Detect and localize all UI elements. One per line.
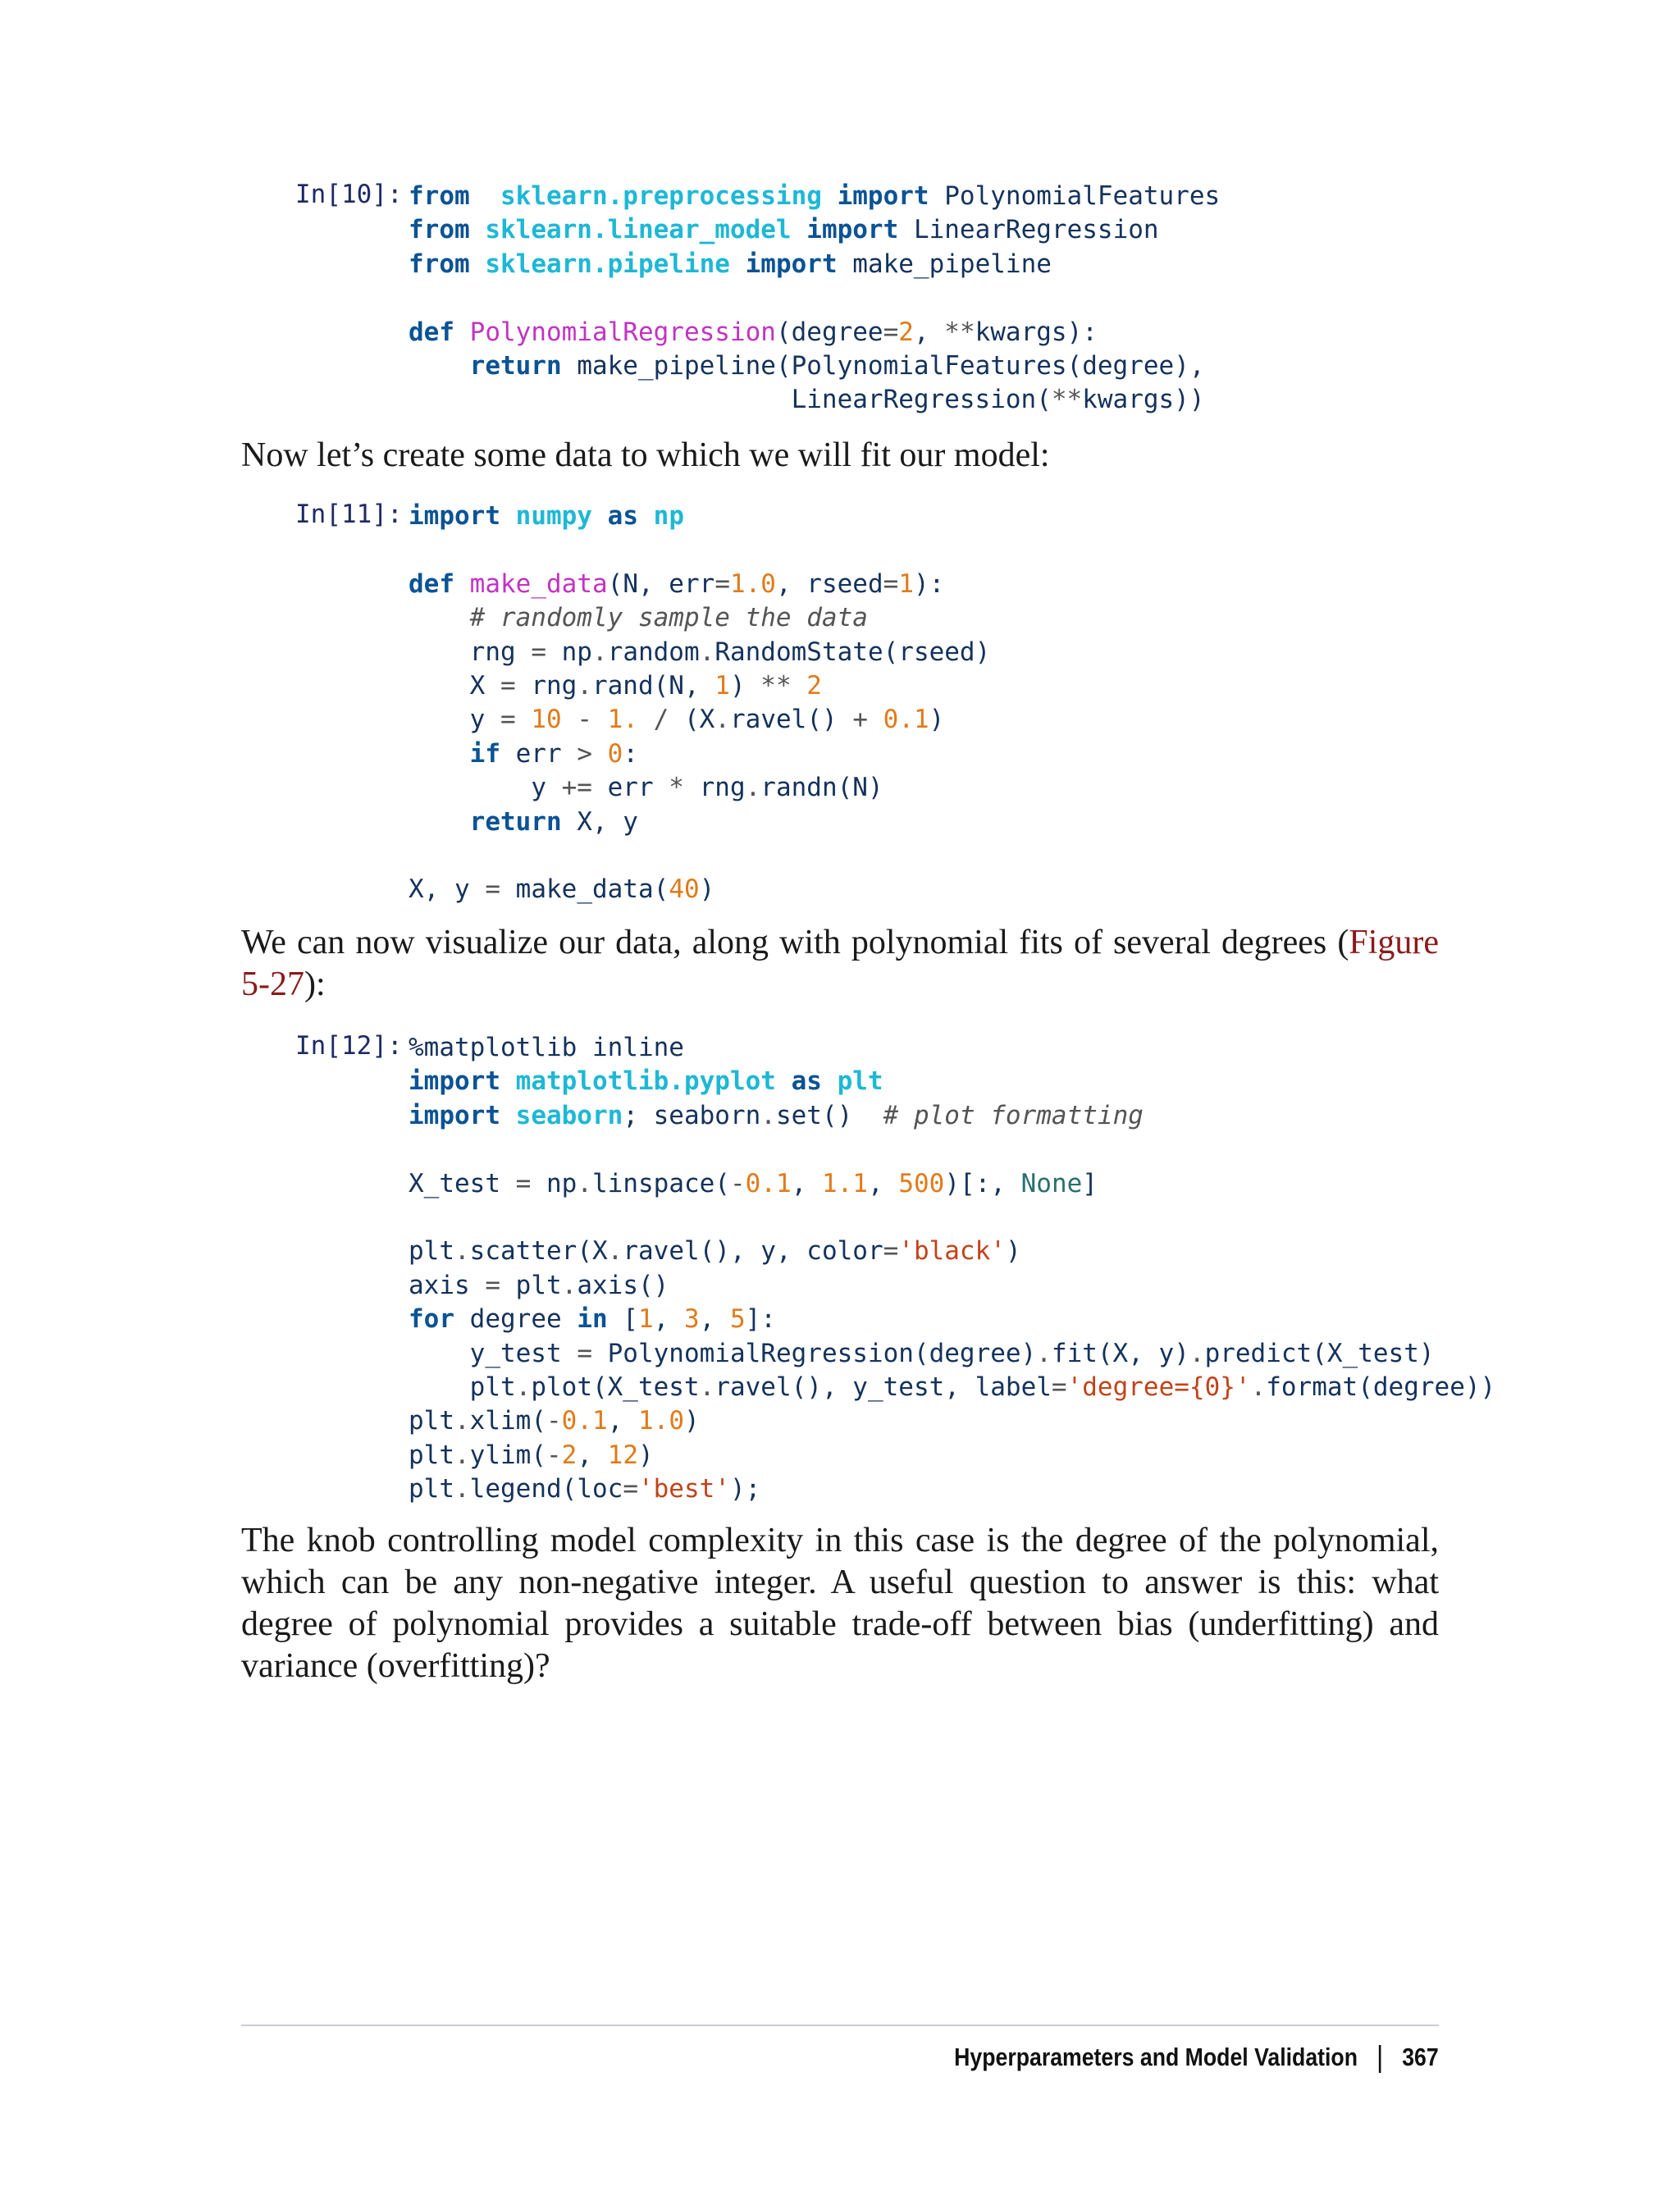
code-line	[409, 737, 990, 771]
code-token: import	[409, 1066, 500, 1097]
code-token: ravel(), y, color	[623, 1236, 883, 1267]
code-token: ylim(	[469, 1440, 546, 1470]
page-footer	[954, 2033, 1439, 2082]
code-token: PolynomialFeatures	[944, 181, 1221, 211]
code-token: 12	[607, 1440, 638, 1470]
code-line	[409, 1235, 1495, 1268]
code-token: 2	[561, 1440, 578, 1470]
code-token	[592, 739, 608, 769]
code-token: seaborn	[515, 1100, 623, 1130]
code-token: np	[546, 637, 592, 667]
code-token	[409, 1339, 470, 1368]
code-token: )	[929, 705, 945, 735]
code-token: xlim(	[469, 1406, 546, 1436]
code-token: .	[591, 637, 608, 667]
code-token	[500, 1101, 516, 1130]
code-token: LinearRegression	[913, 215, 1159, 245]
code-token: LinearRegression(	[791, 385, 1052, 415]
code-token	[409, 739, 470, 769]
code-token: ; seaborn	[623, 1100, 761, 1130]
code-token: ravel()	[730, 705, 853, 735]
code-token: =	[485, 874, 500, 905]
code-token: , rseed	[775, 568, 883, 599]
code-token: (X	[669, 705, 715, 735]
code-token: PolynomialRegression	[469, 317, 776, 347]
code-token: 0.1	[883, 705, 929, 735]
code-block	[409, 180, 1220, 418]
code-token	[730, 249, 746, 279]
code-token: None	[1020, 1168, 1083, 1198]
code-token: =	[883, 568, 899, 599]
code-token: )	[638, 1440, 654, 1470]
code-token: 1.1	[821, 1168, 868, 1198]
code-token: )	[699, 874, 715, 905]
code-token	[562, 351, 578, 381]
code-line	[409, 500, 990, 533]
code-line	[409, 281, 1220, 315]
code-token: .	[745, 773, 761, 803]
code-token	[562, 705, 578, 734]
code-token: 0.1	[561, 1406, 608, 1436]
code-token: import	[806, 215, 899, 245]
code-token: .	[515, 1372, 532, 1402]
code-token: as	[791, 1066, 822, 1097]
code-token: 2	[898, 317, 914, 347]
code-token: .	[577, 1168, 592, 1198]
code-token: fit(X, y)	[1051, 1338, 1189, 1368]
code-token: 1	[637, 1304, 654, 1335]
code-token: ]	[1082, 1168, 1098, 1198]
code-token: =	[500, 670, 516, 701]
code-token: -	[546, 1440, 562, 1470]
code-line	[409, 383, 1220, 417]
code-token: *	[669, 773, 684, 803]
code-line	[409, 1303, 1495, 1336]
code-token: # randomly sample the data	[469, 603, 868, 633]
code-token: sklearn.linear_model	[485, 215, 792, 245]
code-token: # plot formatting	[883, 1100, 1144, 1130]
code-token: 500	[898, 1168, 945, 1198]
code-token: =	[883, 1236, 899, 1267]
code-token: ,	[653, 1304, 684, 1335]
code-token	[592, 501, 608, 531]
code-line	[409, 349, 1220, 383]
code-line	[409, 180, 1220, 213]
code-token: def	[409, 317, 454, 347]
code-token: =	[485, 1270, 500, 1300]
code-token: plt	[409, 1236, 454, 1267]
code-token: in	[577, 1304, 608, 1335]
code-token: make_pipeline	[852, 249, 1052, 279]
code-token: import	[409, 501, 500, 531]
code-token	[838, 249, 853, 279]
code-token	[409, 671, 470, 701]
code-line	[409, 601, 990, 635]
code-token: degree	[454, 1304, 578, 1335]
code-token	[822, 181, 838, 211]
code-token: kwargs))	[1082, 385, 1205, 415]
paragraph-complexity: The knob controlling model complexity in this case is the degree of the polynomial, which can be any non-negative integer. A useful question to answer is this: what degree of polynomial provides a suitable trade-off between bias (underfitting) and variance (overfitting)?	[241, 1522, 1439, 1685]
code-token: err	[591, 773, 669, 803]
code-token: X	[469, 670, 500, 701]
code-token: .	[1189, 1338, 1205, 1368]
code-token	[409, 807, 470, 837]
code-token: )	[684, 1406, 700, 1436]
code-token: -	[546, 1406, 562, 1436]
code-token: rng	[515, 670, 578, 701]
cell-prompt: In[11]:	[295, 500, 403, 529]
paragraph-visualize	[241, 922, 1439, 1006]
code-line	[409, 839, 990, 873]
code-token: %matplotlib inline	[409, 1033, 684, 1062]
footer-title: Hyperparameters and Model Validation	[954, 2043, 1358, 2071]
code-token: axis	[409, 1270, 486, 1300]
code-token	[638, 705, 654, 734]
code-token	[500, 1066, 516, 1096]
code-token: axis()	[577, 1270, 669, 1300]
code-token: .	[714, 705, 731, 735]
paragraph-text: ):	[304, 966, 326, 1003]
code-token: np	[531, 1168, 578, 1198]
code-line	[409, 1404, 1495, 1438]
code-block	[409, 1031, 1495, 1506]
code-token: plot(X_test	[531, 1372, 700, 1402]
figure-link[interactable]: Figure 5-27	[241, 924, 1439, 1003]
cell-prompt: In[10]:	[295, 180, 403, 209]
code-token	[409, 1372, 470, 1402]
code-token: :	[623, 738, 638, 769]
code-line	[409, 771, 990, 805]
code-token: X, y	[409, 874, 486, 905]
code-token: **	[944, 317, 975, 347]
code-token: 1.	[607, 705, 638, 735]
code-token: +=	[561, 773, 592, 803]
code-line	[409, 1201, 1495, 1235]
code-token: +	[852, 705, 868, 735]
code-token: from	[409, 215, 470, 245]
code-token: .	[561, 1270, 578, 1300]
code-token: rng	[469, 637, 532, 667]
code-token: )[:,	[944, 1168, 1021, 1198]
code-token: ]:	[745, 1304, 776, 1335]
code-token: ,	[791, 1168, 822, 1198]
paragraph-intro-data: Now let’s create some data to which we will fit our model:	[241, 436, 1050, 474]
code-line	[409, 1065, 1495, 1098]
code-token: make_data	[469, 568, 608, 599]
footer-rule	[241, 2025, 1439, 2026]
code-token: plt	[409, 1440, 454, 1470]
code-token: from	[409, 181, 470, 211]
code-line	[409, 213, 1220, 247]
code-token: format(degree))	[1266, 1372, 1496, 1402]
code-token	[638, 501, 654, 531]
paragraph-text: We can now visualize our data, along with polynomial fits of several degrees (	[241, 924, 1349, 961]
code-token	[592, 705, 608, 734]
code-token: .	[760, 1100, 776, 1130]
code-token: ,	[577, 1440, 608, 1470]
code-token: .	[1036, 1338, 1052, 1368]
code-token: from	[409, 249, 470, 279]
code-token: -	[729, 1168, 746, 1198]
code-line	[409, 316, 1220, 349]
code-token	[409, 773, 531, 802]
code-token: sklearn.preprocessing	[500, 181, 822, 211]
code-token: =	[577, 1338, 592, 1368]
code-line	[409, 248, 1220, 281]
code-token: 40	[669, 874, 700, 905]
code-line	[409, 873, 990, 906]
code-token: RandomState(rseed)	[714, 637, 991, 667]
cell-prompt: In[12]:	[295, 1031, 403, 1061]
code-token: predict(X_test)	[1204, 1338, 1435, 1368]
code-token: .	[1250, 1372, 1267, 1402]
code-token: randn(N)	[760, 773, 883, 803]
code-token: =	[714, 568, 730, 599]
code-token: .	[577, 670, 592, 701]
code-token: plt	[500, 1270, 562, 1300]
code-token: /	[653, 705, 669, 735]
code-token: 1.0	[729, 568, 776, 599]
code-token: 0	[607, 738, 623, 769]
code-token: .	[454, 1236, 470, 1267]
code-token: .	[607, 1236, 623, 1267]
code-token: legend(loc	[469, 1474, 623, 1504]
code-token	[500, 501, 516, 531]
code-token	[409, 385, 792, 414]
code-token: random	[607, 637, 700, 667]
code-token: set()	[775, 1100, 883, 1130]
code-token: =	[1051, 1372, 1067, 1402]
code-token: 3	[683, 1304, 700, 1335]
code-token: =	[531, 637, 546, 667]
code-line	[409, 1337, 1495, 1371]
code-token	[409, 705, 470, 734]
code-token: kwargs):	[975, 317, 1098, 347]
code-token: return	[469, 806, 562, 837]
code-token: )	[1005, 1236, 1021, 1267]
code-token: import	[409, 1100, 500, 1130]
code-token	[470, 249, 486, 279]
footer-separator	[1379, 2045, 1381, 2073]
code-token	[792, 671, 807, 701]
code-token: def	[409, 568, 454, 599]
code-token: plt	[837, 1066, 883, 1097]
code-token	[792, 215, 807, 244]
code-token: as	[607, 501, 638, 531]
code-line	[409, 703, 990, 737]
code-token: matplotlib.pyplot	[515, 1066, 776, 1097]
code-token: make_pipeline(PolynomialFeatures(degree),	[577, 350, 1205, 381]
code-token: y	[531, 773, 562, 803]
code-token	[868, 705, 883, 734]
code-token: X, y	[561, 806, 638, 837]
code-line	[409, 1269, 1495, 1303]
code-token: .	[699, 637, 715, 667]
code-token: plt	[409, 1474, 454, 1504]
code-token: for	[409, 1304, 454, 1335]
code-token: 1.0	[638, 1406, 684, 1436]
code-token: =	[883, 317, 899, 347]
code-token	[470, 215, 486, 244]
code-token	[470, 181, 500, 211]
code-token: =	[623, 1474, 638, 1504]
code-token: )	[729, 670, 761, 701]
code-token: rand(N,	[591, 670, 715, 701]
code-token: [	[607, 1304, 638, 1335]
code-token: .	[454, 1406, 470, 1436]
code-token: PolynomialRegression(degree)	[591, 1338, 1037, 1368]
code-token: return	[469, 350, 562, 381]
code-token: (degree	[775, 317, 883, 347]
code-token: import	[745, 249, 838, 279]
code-token: 2	[806, 670, 822, 701]
code-token: if	[469, 738, 500, 769]
code-token: **	[760, 670, 792, 701]
code-token: ):	[913, 568, 945, 599]
code-token: 'best'	[637, 1474, 730, 1504]
code-token: ,	[607, 1406, 638, 1436]
code-token: sklearn.pipeline	[485, 249, 730, 279]
code-token: err	[500, 738, 578, 769]
code-token: >	[577, 738, 592, 769]
code-token	[409, 351, 470, 381]
code-token: y_test	[469, 1338, 578, 1368]
code-line	[409, 533, 990, 567]
code-token: 0.1	[745, 1168, 792, 1198]
code-token: .	[699, 1372, 715, 1402]
code-token: 1	[898, 568, 914, 599]
code-line	[409, 669, 990, 703]
code-token: X_test	[409, 1168, 516, 1198]
code-token	[822, 1066, 838, 1096]
code-token: 'degree={0}'	[1066, 1372, 1251, 1402]
code-line	[409, 568, 990, 601]
code-token: ,	[699, 1304, 730, 1335]
code-token: =	[500, 705, 516, 735]
code-token: (N, err	[607, 568, 715, 599]
code-token	[929, 181, 945, 211]
code-line	[409, 1031, 1495, 1065]
code-token	[454, 317, 470, 347]
code-token: =	[515, 1168, 532, 1198]
code-token: make_data(	[500, 874, 669, 905]
code-block	[409, 500, 990, 907]
code-token: ravel(), y_test, label	[714, 1372, 1052, 1402]
code-token: -	[577, 705, 592, 735]
code-line	[409, 636, 990, 669]
code-token: 10	[531, 705, 562, 735]
code-line	[409, 1167, 1495, 1201]
code-token	[409, 603, 470, 632]
code-token: **	[1051, 385, 1083, 415]
code-token: np	[653, 501, 684, 531]
code-token	[409, 637, 470, 667]
page-number: 367	[1402, 2043, 1439, 2071]
code-token: scatter(X	[469, 1236, 608, 1267]
code-line	[409, 1472, 1495, 1506]
code-token: ,	[867, 1168, 899, 1198]
code-token: .	[454, 1440, 470, 1470]
code-token	[516, 705, 532, 734]
code-line	[409, 1099, 1495, 1133]
code-token	[898, 215, 914, 244]
code-line	[409, 806, 990, 839]
code-token: numpy	[515, 501, 592, 531]
code-token: import	[837, 181, 929, 211]
code-token: plt	[409, 1406, 454, 1436]
code-token: .	[454, 1474, 470, 1504]
code-line	[409, 1439, 1495, 1472]
code-token: 5	[729, 1304, 746, 1335]
code-token: y	[469, 705, 500, 735]
code-token: ,	[913, 317, 945, 347]
code-token	[454, 569, 470, 599]
code-line	[409, 1133, 1495, 1166]
code-token: 1	[714, 670, 730, 701]
code-token: );	[729, 1474, 761, 1504]
code-line	[409, 1371, 1495, 1404]
code-token	[776, 1066, 792, 1096]
code-token: plt	[469, 1372, 516, 1402]
code-token: linspace(	[592, 1168, 730, 1198]
code-token: rng	[683, 773, 746, 803]
code-token: 'black'	[898, 1236, 1006, 1267]
